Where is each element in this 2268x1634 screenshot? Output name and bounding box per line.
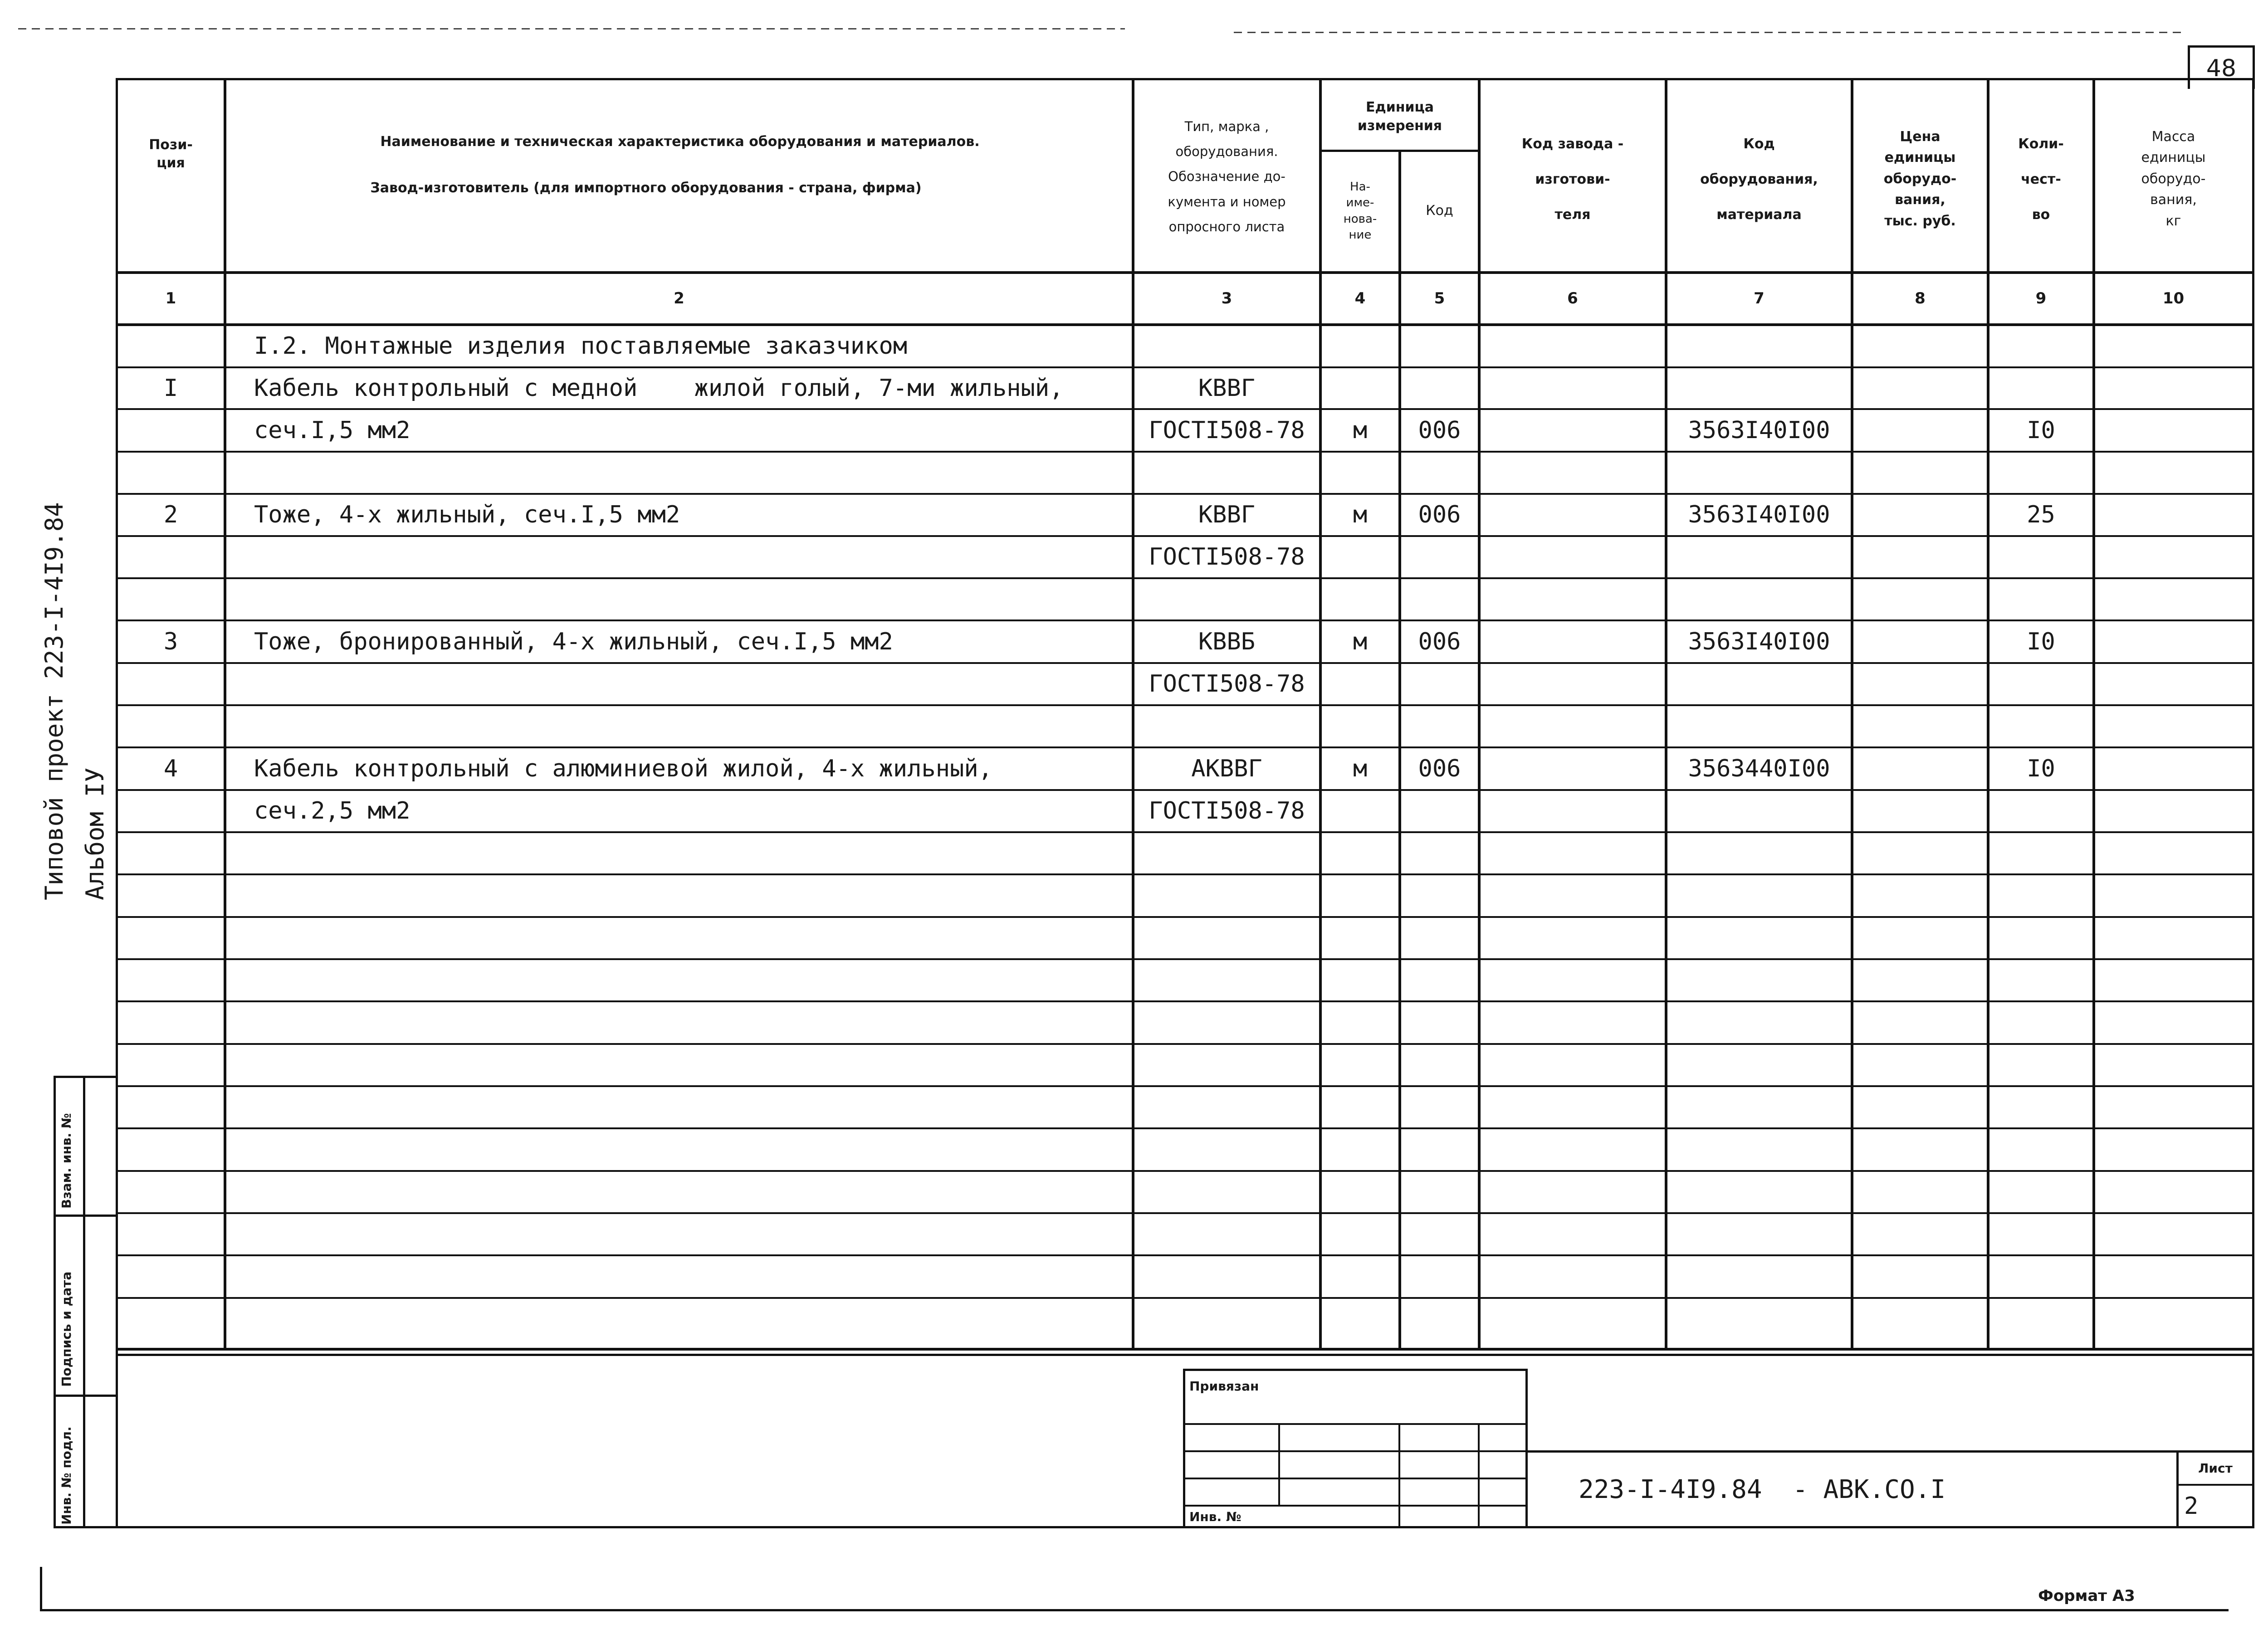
row-10-type: АКВВГ — [1191, 755, 1262, 782]
side-project-label: Типовой проект 223-I-4I9.84 — [40, 502, 68, 900]
row-10-quantity: I0 — [2027, 755, 2055, 782]
row-2-quantity: I0 — [2027, 416, 2055, 444]
row-11-type: ГОСТI508-78 — [1149, 797, 1305, 825]
row-1-name: Кабель контрольный с медной жилой голый, 7-ми жильный, — [254, 374, 1064, 402]
header-equipment-code: Код оборудования, материала — [1700, 136, 1818, 223]
row-2-equipment-code: 3563I40I00 — [1688, 416, 1830, 444]
row-4-equipment-code: 3563I40I00 — [1688, 501, 1830, 529]
header-name-line1: Наименование и техническая характеристика оборудования и материалов. — [380, 133, 980, 150]
title-bound-label: Привязан — [1189, 1379, 1259, 1394]
header-unit-group: Единица измерения — [1357, 99, 1442, 134]
row-7-type: КВВБ — [1198, 628, 1256, 655]
header-mass: Масса единицы оборудо- вания, кг — [2141, 128, 2206, 229]
stamp-inv-replace: Взам. инв. № — [59, 1113, 74, 1209]
sheet-number: 2 — [2184, 1492, 2199, 1520]
row-1-type: КВВГ — [1198, 374, 1256, 402]
sheet-label: Лист — [2198, 1460, 2233, 1476]
header-name-line2: Завод-изготовитель (для импортного оборудования - страна, фирма) — [370, 180, 922, 196]
row-4-position: 2 — [163, 501, 178, 529]
col-number-10: 10 — [2162, 289, 2185, 307]
row-8-type: ГОСТI508-78 — [1149, 670, 1305, 698]
row-7-unit: м — [1353, 628, 1368, 655]
header-type: Тип, марка , оборудования. Обозначение до- кумента и номер опросного листа — [1168, 119, 1286, 234]
row-2-unit: м — [1353, 416, 1368, 444]
title-designation: 223-I-4I9.84 - АВК.СО.I — [1579, 1475, 1946, 1505]
row-4-type: КВВГ — [1198, 501, 1256, 529]
title-inv-label: Инв. № — [1189, 1509, 1242, 1525]
header-unit-code: Код — [1426, 203, 1453, 219]
col-number-4: 4 — [1354, 289, 1366, 307]
row-2-code: 006 — [1418, 416, 1461, 444]
col-number-7: 7 — [1754, 289, 1765, 307]
header-quantity: Коли- чест- во — [2018, 136, 2064, 223]
stamp-inv-original: Инв. № подл. — [59, 1426, 74, 1525]
header-position: Пози- ция — [149, 137, 193, 171]
side-album-label: Альбом IУ — [81, 767, 109, 900]
row-10-position: 4 — [163, 755, 178, 782]
header-factory-code: Код завода - изготови- теля — [1521, 136, 1624, 223]
row-4-name: Тоже, 4-х жильный, сеч.I,5 мм2 — [254, 501, 680, 529]
row-1-position: I — [163, 374, 178, 402]
row-2-type: ГОСТI508-78 — [1149, 416, 1305, 444]
row-5-type: ГОСТI508-78 — [1149, 543, 1305, 571]
row-0-name: I.2. Монтажные изделия поставляемые заказчиком — [254, 332, 908, 360]
page-number: 48 — [2206, 54, 2237, 82]
col-number-9: 9 — [2035, 289, 2047, 307]
row-7-code: 006 — [1418, 628, 1461, 655]
row-4-unit: м — [1353, 501, 1368, 529]
row-7-quantity: I0 — [2027, 628, 2055, 655]
row-4-code: 006 — [1418, 501, 1461, 529]
col-number-8: 8 — [1915, 289, 1926, 307]
format-label: Формат А3 — [2038, 1587, 2135, 1605]
row-10-equipment-code: 3563440I00 — [1688, 755, 1830, 782]
col-number-3: 3 — [1221, 289, 1232, 307]
col-number-2: 2 — [674, 289, 684, 307]
header-price: Цена единицы оборудо- вания, тыс. руб. — [1883, 128, 1957, 229]
row-4-quantity: 25 — [2027, 501, 2055, 529]
main-table-frame — [116, 78, 2254, 1356]
col-number-5: 5 — [1434, 289, 1445, 307]
row-2-name: сеч.I,5 мм2 — [254, 416, 411, 444]
row-7-position: 3 — [163, 628, 178, 655]
header-unit-name: На- име- нова- ние — [1343, 180, 1377, 242]
col-number-6: 6 — [1567, 289, 1578, 307]
top-dash-left — [18, 28, 1125, 29]
col-number-1: 1 — [165, 289, 176, 307]
row-11-name: сеч.2,5 мм2 — [254, 797, 411, 825]
row-10-name: Кабель контрольный с алюминиевой жилой, 4-х жильный, — [254, 755, 992, 782]
row-10-unit: м — [1353, 755, 1368, 782]
top-dash-right — [1234, 32, 2186, 33]
row-10-code: 006 — [1418, 755, 1461, 782]
row-7-equipment-code: 3563I40I00 — [1688, 628, 1830, 655]
row-7-name: Тоже, бронированный, 4-х жильный, сеч.I,5 мм2 — [254, 628, 893, 655]
stamp-sign-date: Подпись и дата — [59, 1271, 74, 1387]
bottom-border-line — [40, 1609, 2229, 1611]
